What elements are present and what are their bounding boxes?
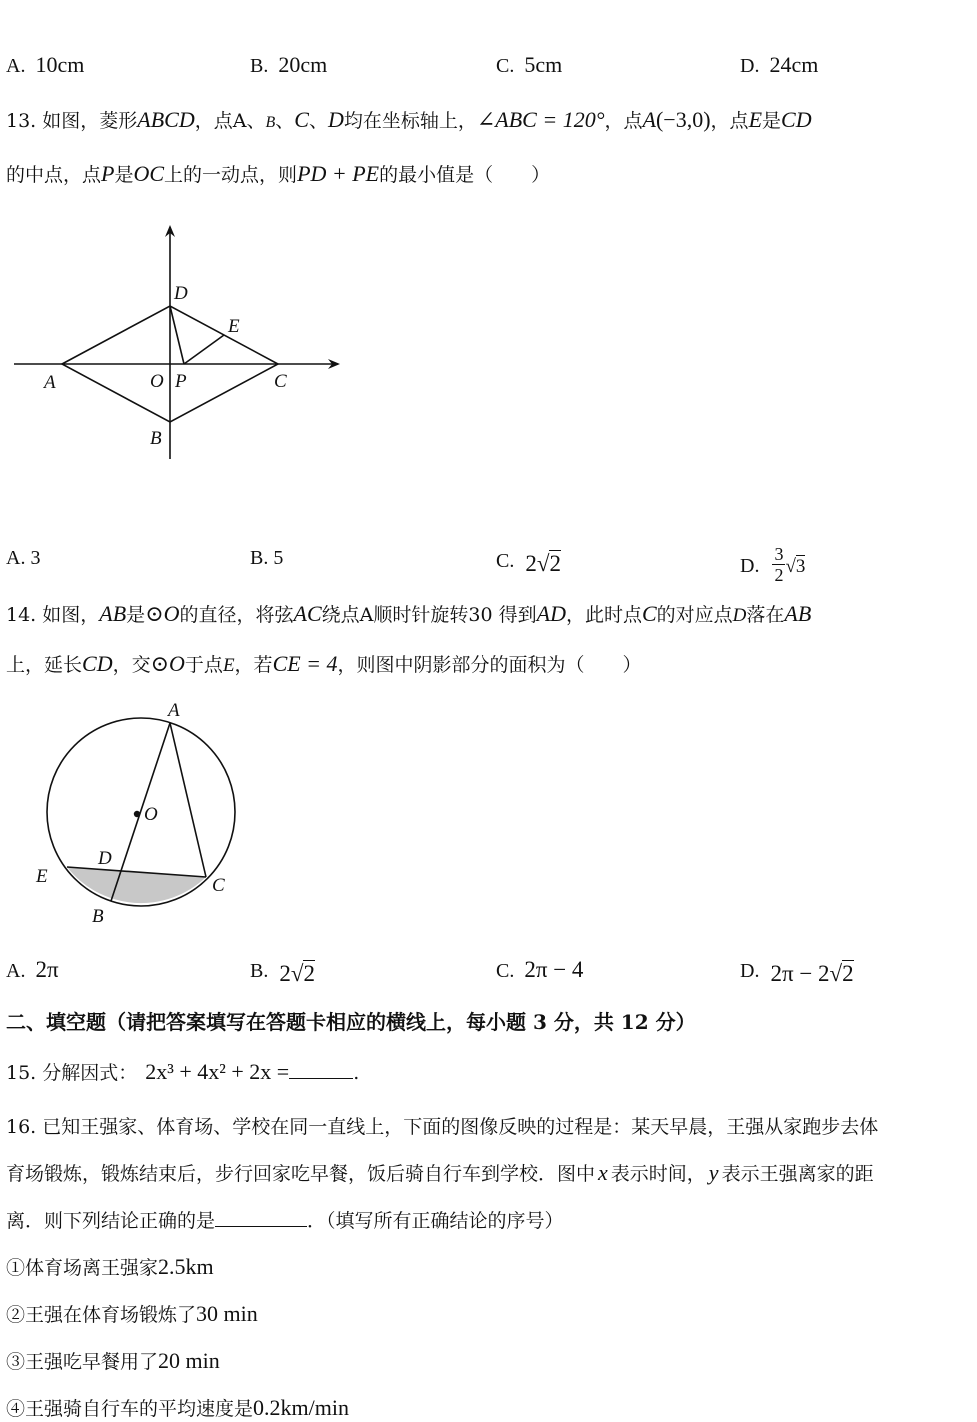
q15-text: 15. 分解因式： 2x³ + 4x² + 2x = . [6,1059,360,1084]
chord-ac [170,723,206,877]
q14-line-1: 14. 如图，AB是⊙O的直径，将弦AC绕点A顺时针旋转30 得到AD，此时点C的对应点D落在AB [6,601,812,626]
q16-line-2: 育场锻炼，锻炼结束后，步行回家吃早餐，饭后骑自行车到学校．图中 x 表示时间， y 表示王强离家的距 [6,1160,874,1185]
segment-pe [184,335,224,364]
label-o: O [144,804,158,825]
q16-answer-blank[interactable] [215,1208,307,1227]
q13-option-c: C. 2√2 [496,550,561,576]
q14-option-c: C. 2π − 4 [496,957,584,982]
q14-option-d: D. 2π − 2√2 [740,960,854,986]
q16-conclusion-1: ①体育场离王强家2.5km [6,1254,214,1279]
center-point [134,811,140,817]
q16-conclusion-4: ④王强骑自行车的平均速度是0.2km/min [6,1395,349,1420]
q16-line-1: 16. 已知王强家、体育场、学校在同一直线上，下面的图像反映的过程是：某天早晨，王强从家跑步去体 [6,1116,879,1138]
q12-option-d: D. 24cm [740,52,819,77]
label-b: B [92,906,104,927]
q13-option-b: B. 5 [250,547,284,569]
label-e: E [228,316,240,337]
q13-rhombus-figure [0,215,360,475]
label-d: D [98,848,112,869]
q12-option-c: C. 5cm [496,52,563,77]
label-d: D [174,283,188,304]
q13-option-a: A. 3 [6,547,41,569]
q14-option-b: B. 2√2 [250,960,315,986]
q12-option-b: B. 20cm [250,52,328,77]
q14-option-a: A. 2π [6,957,59,982]
label-a: A [44,372,56,393]
q12-option-a: A. 10cm [6,52,85,77]
q13-line-2: 的中点，点P是OC上的一动点，则PD + PE的最小值是（ ） [6,161,551,186]
q16-conclusion-3: ③王强吃早餐用了20 min [6,1348,220,1373]
q14-circle-figure [0,690,260,940]
q16-conclusion-2: ②王强在体育场锻炼了30 min [6,1301,258,1326]
label-b: B [150,428,162,449]
section-2-heading: 二、填空题（请把答案填写在答题卡相应的横线上，每小题 3 分，共 12 分） [6,1010,696,1034]
label-e: E [36,866,48,887]
q13-line-1: 13. 如图，菱形ABCD，点A、B、C、D均在坐标轴上，∠ABC = 120°，点A(−3,0)，点E是CD [6,107,812,132]
label-a: A [168,700,180,721]
q16-line-3: 离．则下列结论正确的是 ．（填写所有正确结论的序号） [6,1210,564,1232]
label-p: P [175,371,187,392]
label-c: C [212,875,225,896]
q14-line-2: 上，延长CD，交⊙O于点E，若CE = 4，则图中阴影部分的面积为（ ） [6,651,642,676]
segment-pd [170,306,184,364]
label-o: O [150,371,164,392]
q15-answer-blank[interactable] [289,1060,353,1079]
label-c: C [274,371,287,392]
q13-option-d: D. $\frac{3}{2}$ √3 [740,544,806,585]
